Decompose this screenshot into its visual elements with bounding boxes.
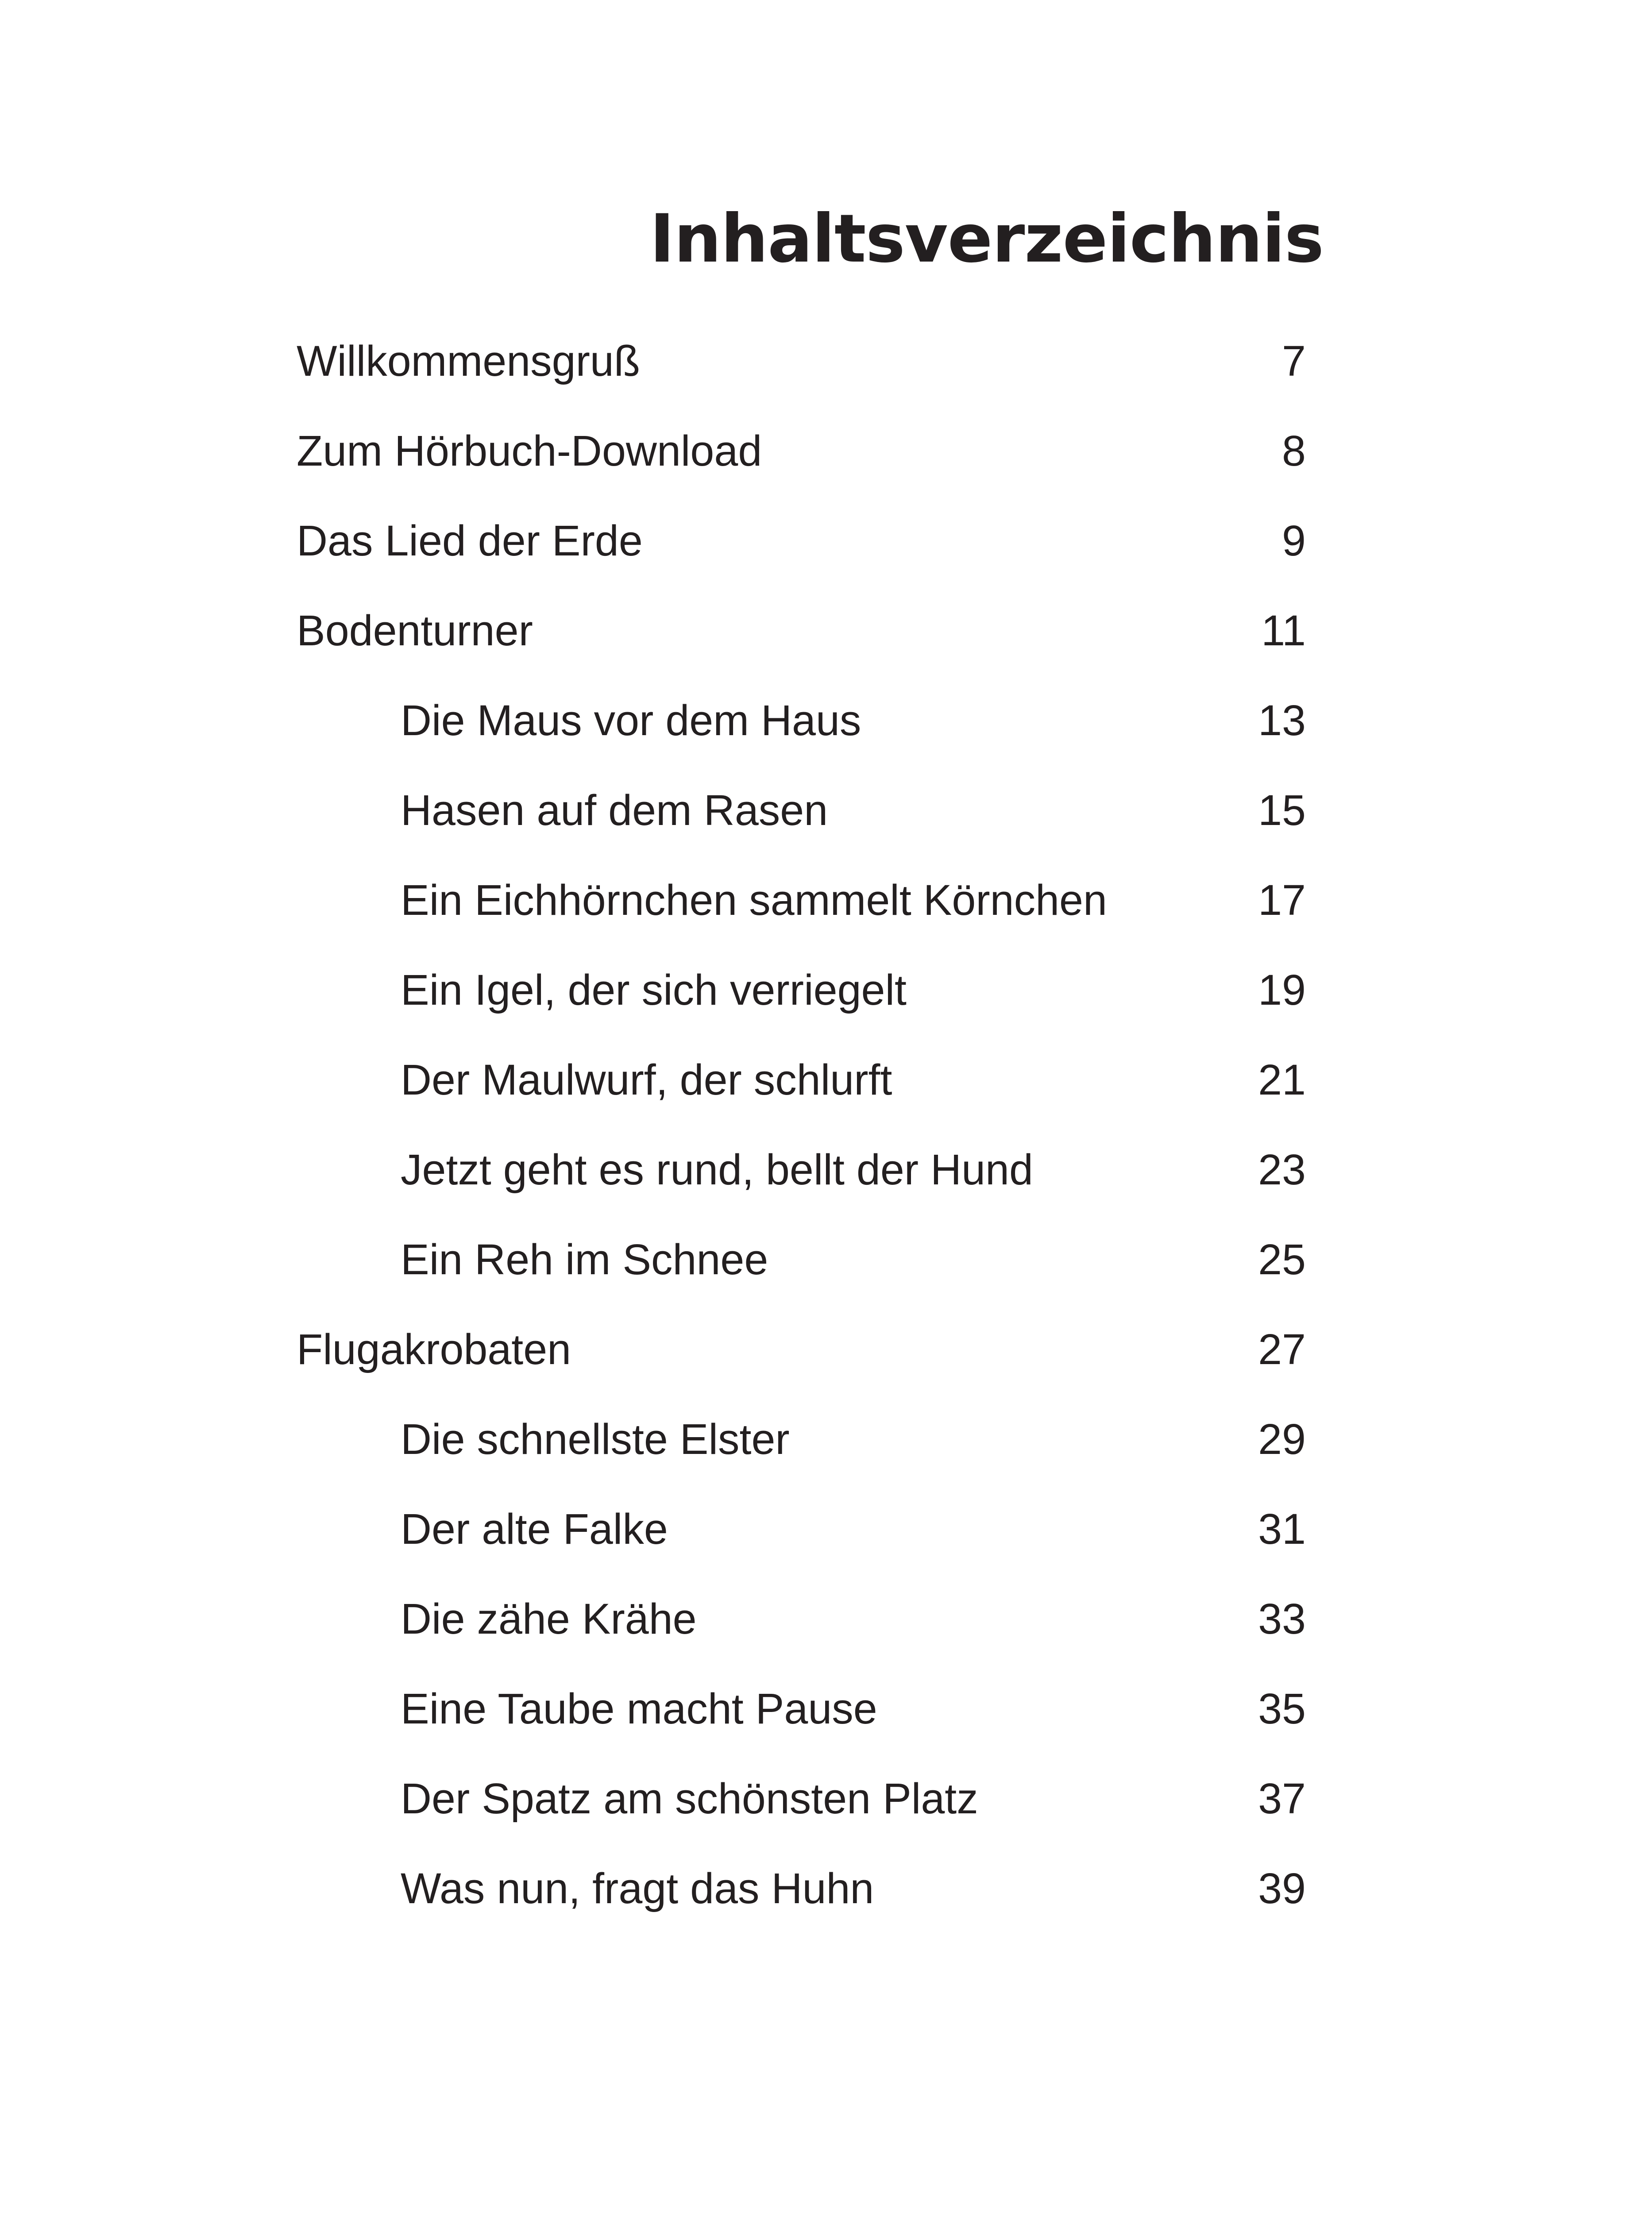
toc-subentry — [0, 1220, 1652, 1310]
toc-entry-title: Bodenturner — [297, 606, 533, 655]
toc-page-number: 37 — [1258, 1774, 1306, 1823]
toc-subentry — [0, 771, 1652, 860]
toc-page-number: 21 — [1258, 1056, 1306, 1104]
toc-page-number: 29 — [1258, 1415, 1306, 1463]
toc-entry-title: Die zähe Krähe — [401, 1595, 697, 1643]
toc-entry — [0, 501, 1652, 591]
toc-entry-title: Hasen auf dem Rasen — [401, 786, 828, 834]
toc-entry — [0, 321, 1652, 411]
toc-subentry — [0, 1489, 1652, 1579]
toc-subentry — [0, 1130, 1652, 1220]
toc-entry-title: Willkommensgruß — [297, 337, 641, 385]
table-of-contents — [0, 321, 1652, 1939]
toc-entry-title: Ein Igel, der sich verriegelt — [401, 966, 907, 1014]
toc-page-number: 23 — [1258, 1145, 1306, 1194]
toc-entry — [0, 411, 1652, 501]
toc-subentry — [0, 1400, 1652, 1489]
toc-page-number: 39 — [1258, 1864, 1306, 1912]
toc-entry-title: Der alte Falke — [401, 1505, 668, 1553]
toc-entry-title: Jetzt geht es rund, bellt der Hund — [401, 1145, 1033, 1194]
toc-page-number: 9 — [1282, 517, 1306, 565]
toc-subentry — [0, 950, 1652, 1040]
toc-entry — [0, 591, 1652, 681]
toc-page-number: 17 — [1258, 876, 1306, 924]
toc-entry-title: Das Lied der Erde — [297, 517, 643, 565]
toc-subentry — [0, 1759, 1652, 1849]
toc-page-number: 27 — [1258, 1325, 1306, 1373]
toc-page-number: 11 — [1261, 606, 1306, 655]
toc-page-number: 7 — [1282, 337, 1306, 385]
toc-page-number: 15 — [1258, 786, 1306, 834]
toc-subentry — [0, 1669, 1652, 1759]
toc-entry-title: Was nun, fragt das Huhn — [401, 1864, 874, 1912]
toc-entry-title: Eine Taube macht Pause — [401, 1685, 877, 1733]
toc-page-number: 31 — [1258, 1505, 1306, 1553]
toc-subentry — [0, 681, 1652, 771]
toc-page-number: 33 — [1258, 1595, 1306, 1643]
toc-page-number: 8 — [1282, 427, 1306, 475]
toc-page-number: 35 — [1258, 1685, 1306, 1733]
toc-entry-title: Ein Reh im Schnee — [401, 1235, 768, 1284]
toc-entry-title: Flugakrobaten — [297, 1325, 571, 1373]
toc-page-number: 19 — [1258, 966, 1306, 1014]
page-title: Inhaltsverzeichnis — [649, 200, 1324, 278]
toc-entry-title: Ein Eichhörnchen sammelt Körnchen — [401, 876, 1107, 924]
toc-subentry — [0, 1040, 1652, 1130]
toc-entry-title: Die Maus vor dem Haus — [401, 696, 861, 744]
toc-page-number: 13 — [1258, 696, 1306, 744]
toc-page-number: 25 — [1258, 1235, 1306, 1284]
toc-entry-title: Der Maulwurf, der schlurft — [401, 1056, 892, 1104]
toc-entry — [0, 1310, 1652, 1400]
toc-entry-title: Zum Hörbuch-Download — [297, 427, 762, 475]
toc-subentry — [0, 1579, 1652, 1669]
toc-subentry — [0, 1849, 1652, 1939]
toc-subentry — [0, 860, 1652, 950]
toc-entry-title: Der Spatz am schönsten Platz — [401, 1774, 978, 1823]
toc-entry-title: Die schnellste Elster — [401, 1415, 790, 1463]
